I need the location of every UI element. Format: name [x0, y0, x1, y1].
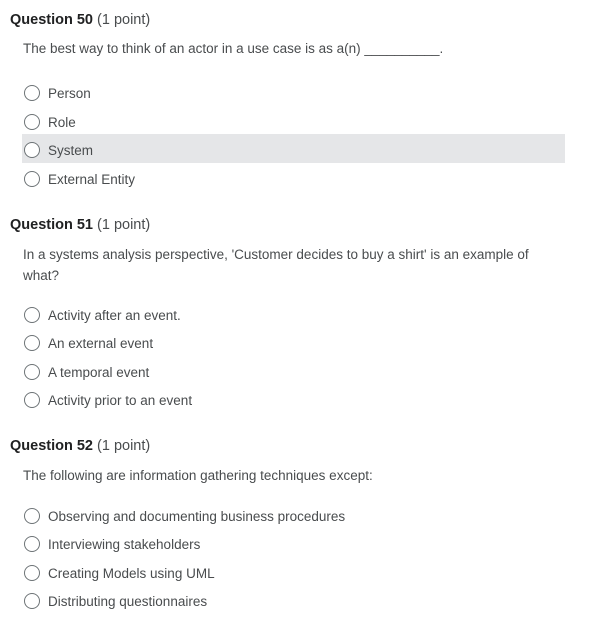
answer-option-role[interactable] [22, 109, 565, 137]
question-title [10, 217, 150, 233]
answer-label[interactable]: Creating Models using UML [48, 566, 215, 581]
radio-button[interactable] [24, 85, 40, 101]
answer-option-questionnaires[interactable] [22, 588, 565, 616]
answer-option-creating-models[interactable] [22, 560, 565, 588]
answer-label[interactable]: Interviewing stakeholders [48, 537, 201, 552]
answer-label[interactable]: A temporal event [48, 365, 150, 380]
answer-option-interviewing[interactable] [22, 531, 565, 559]
question-text: The following are information gathering techniques except: [23, 468, 373, 483]
answer-label[interactable]: System [48, 143, 94, 158]
answer-label[interactable]: Activity after an event. [48, 308, 181, 323]
answer-label[interactable]: Distributing questionnaires [48, 594, 208, 609]
radio-button[interactable] [24, 565, 40, 581]
radio-button[interactable] [24, 142, 40, 158]
answer-label[interactable]: Observing and documenting business procedures [48, 509, 346, 524]
radio-button[interactable] [24, 364, 40, 380]
question-text: In a systems analysis perspective, 'Customer decides to buy a shirt' is an example of what? [23, 247, 529, 283]
answer-option-external-entity[interactable] [22, 166, 565, 194]
answer-option-external-event[interactable] [22, 330, 565, 358]
radio-button[interactable] [24, 392, 40, 408]
radio-button[interactable] [24, 171, 40, 187]
radio-button[interactable] [24, 307, 40, 323]
answer-option-activity-after[interactable] [22, 302, 565, 330]
question-points: (1 point) [97, 438, 151, 454]
radio-button[interactable] [24, 508, 40, 524]
answer-label[interactable]: Role [48, 115, 76, 130]
answer-option-activity-prior[interactable] [22, 387, 565, 415]
radio-button[interactable] [24, 335, 40, 351]
question-points: (1 point) [97, 12, 151, 28]
question-number: Question 50 [10, 12, 93, 28]
answer-option-observing[interactable] [22, 503, 565, 531]
radio-button[interactable] [24, 593, 40, 609]
question-text: The best way to think of an actor in a use case is as a(n) __________. [23, 41, 444, 56]
answer-label[interactable]: External Entity [48, 172, 136, 187]
question-points: (1 point) [97, 217, 151, 233]
answer-option-person[interactable] [22, 80, 565, 108]
answer-label[interactable]: Activity prior to an event [48, 393, 193, 408]
answer-option-system[interactable] [22, 134, 565, 163]
answer-option-temporal-event[interactable] [22, 359, 565, 387]
radio-button[interactable] [24, 114, 40, 130]
question-title [10, 438, 150, 454]
answer-label[interactable]: Person [48, 86, 91, 101]
question-number: Question 52 [10, 438, 93, 454]
question-title [10, 12, 150, 28]
radio-button[interactable] [24, 536, 40, 552]
question-number: Question 51 [10, 217, 93, 233]
answer-label[interactable]: An external event [48, 336, 154, 351]
